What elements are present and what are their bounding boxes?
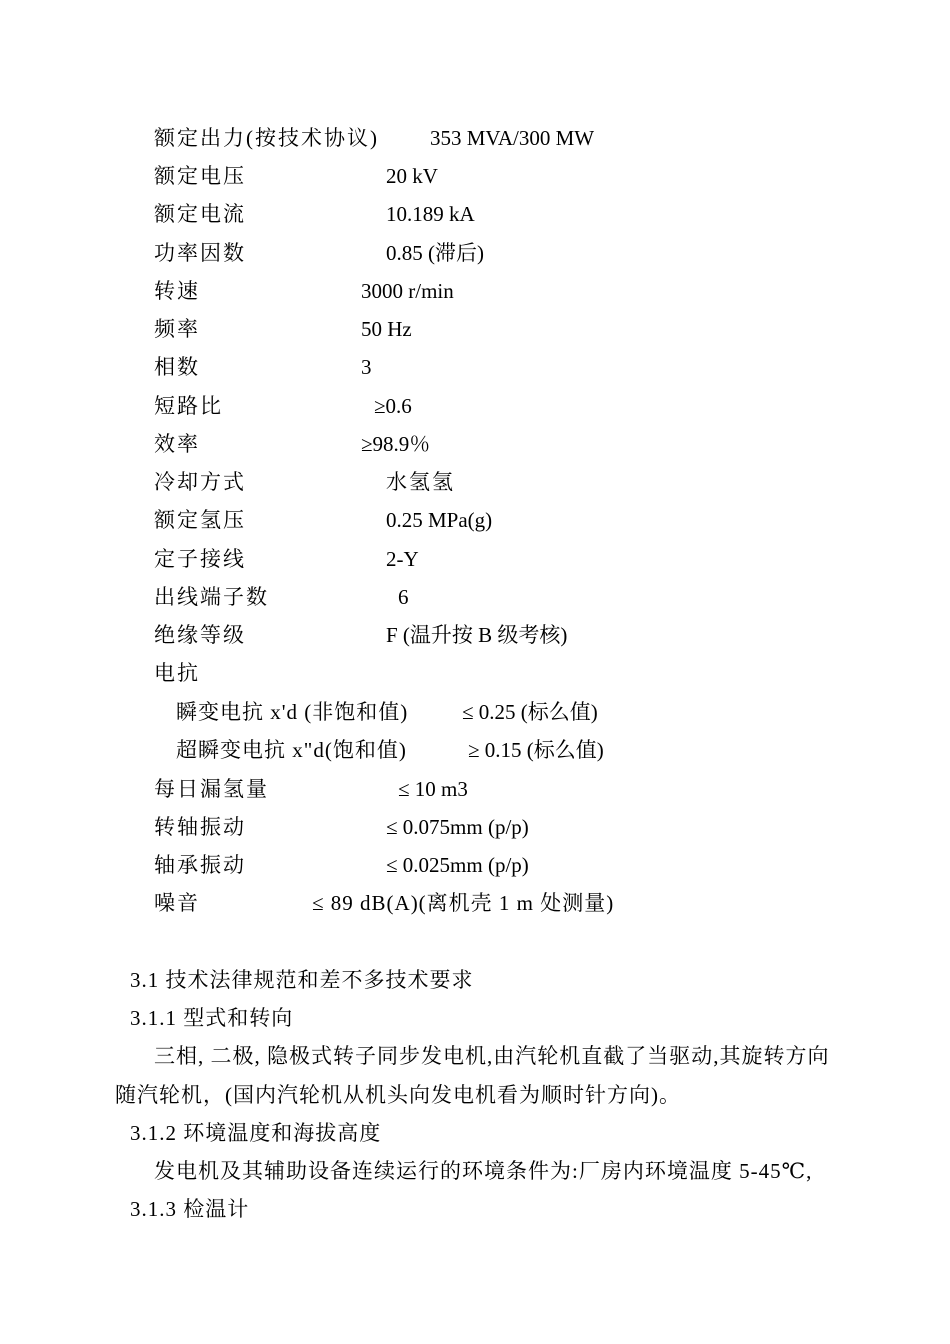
spec-value: ≤ 0.25 (标么值) (462, 700, 598, 724)
spec-label: 轴承振动 (154, 853, 246, 877)
spec-value: F (温升按 B 级考核) (386, 623, 568, 647)
spec-row-power-factor (0, 241, 950, 265)
spec-label: 额定氢压 (154, 508, 246, 532)
spec-label: 相数 (154, 355, 200, 379)
spec-value: 50 Hz (361, 317, 412, 341)
spec-label: 电抗 (154, 661, 200, 685)
spec-row-rated-voltage (0, 164, 950, 188)
section-heading-3-1-1: 3.1.1 型式和转向 (130, 1006, 294, 1030)
spec-label: 绝缘等级 (154, 623, 246, 647)
spec-label: 效率 (154, 432, 200, 456)
spec-row-rated-output (0, 126, 950, 150)
paragraph-3-1-1-line-1: 三相, 二极, 隐极式转子同步发电机,由汽轮机直截了当驱动,其旋转方向 (154, 1044, 830, 1068)
spec-label: 超瞬变电抗 x"d(饱和值) (176, 738, 407, 762)
spec-label: 转轴振动 (154, 815, 246, 839)
spec-label: 频率 (154, 317, 200, 341)
spec-value: 20 kV (386, 164, 438, 188)
spec-value: 3000 r/min (361, 279, 454, 303)
spec-row-noise (0, 891, 950, 915)
spec-row-terminals (0, 585, 950, 609)
spec-label: 噪音 (154, 891, 200, 915)
section-heading-3-1: 3.1 技术法律规范和差不多技术要求 (130, 968, 474, 992)
section-heading-3-1-2: 3.1.2 环境温度和海拔高度 (130, 1121, 382, 1145)
spec-row-subtransient-reactance (0, 738, 950, 762)
spec-value: ≥ 0.15 (标么值) (468, 738, 604, 762)
spec-value: 0.85 (滞后) (386, 241, 484, 265)
paragraph-3-1-2: 发电机及其辅助设备连续运行的环境条件为:厂房内环境温度 5-45℃, (154, 1159, 813, 1183)
spec-label: 功率因数 (154, 241, 246, 265)
spec-value: 353 MVA/300 MW (430, 126, 595, 150)
spec-row-efficiency (0, 432, 950, 456)
spec-label: 短路比 (154, 394, 223, 418)
spec-label: 额定电压 (154, 164, 246, 188)
spec-value: ≤ 0.075mm (p/p) (386, 815, 529, 839)
paragraph-3-1-1-line-2: 随汽轮机，(国内汽轮机从机头向发电机看为顺时针方向)。 (115, 1083, 681, 1107)
spec-value: 6 (398, 585, 409, 609)
spec-label: 定子接线 (154, 547, 246, 571)
spec-label: 额定出力(按技术协议) (154, 126, 379, 150)
spec-label: 瞬变电抗 x'd (非饱和值) (176, 700, 409, 724)
spec-value: 0.25 MPa(g) (386, 508, 493, 532)
spec-value: ≤ 0.025mm (p/p) (386, 853, 529, 877)
spec-value: ≥98.9％ (361, 432, 431, 456)
spec-value: 10.189 kA (386, 202, 475, 226)
spec-row-hydrogen-leak (0, 777, 950, 801)
spec-value: 3 (361, 355, 372, 379)
spec-label: 转速 (154, 279, 200, 303)
spec-label: 冷却方式 (154, 470, 246, 494)
spec-row-hydrogen-pressure (0, 508, 950, 532)
section-heading-3-1-3: 3.1.3 检温计 (130, 1197, 250, 1221)
spec-label: 额定电流 (154, 202, 246, 226)
spec-value: ≥0.6 (374, 394, 412, 418)
spec-row-stator-connection (0, 547, 950, 571)
spec-value: 2-Y (386, 547, 419, 571)
spec-row-insulation (0, 623, 950, 647)
spec-row-reactance (0, 661, 950, 685)
spec-row-speed (0, 279, 950, 303)
spec-row-rated-current (0, 202, 950, 226)
spec-row-short-circuit-ratio (0, 394, 950, 418)
spec-row-frequency (0, 317, 950, 341)
spec-row-cooling (0, 470, 950, 494)
spec-label: 每日漏氢量 (154, 777, 269, 801)
spec-row-shaft-vibration (0, 815, 950, 839)
spec-row-transient-reactance (0, 700, 950, 724)
spec-value: ≤ 89 dB(A)(离机壳 1 m 处测量) (312, 891, 615, 915)
spec-value: ≤ 10 m3 (398, 777, 468, 801)
spec-row-phases (0, 355, 950, 379)
spec-value: 水氢氢 (386, 470, 455, 494)
spec-row-bearing-vibration (0, 853, 950, 877)
spec-label: 出线端子数 (154, 585, 269, 609)
